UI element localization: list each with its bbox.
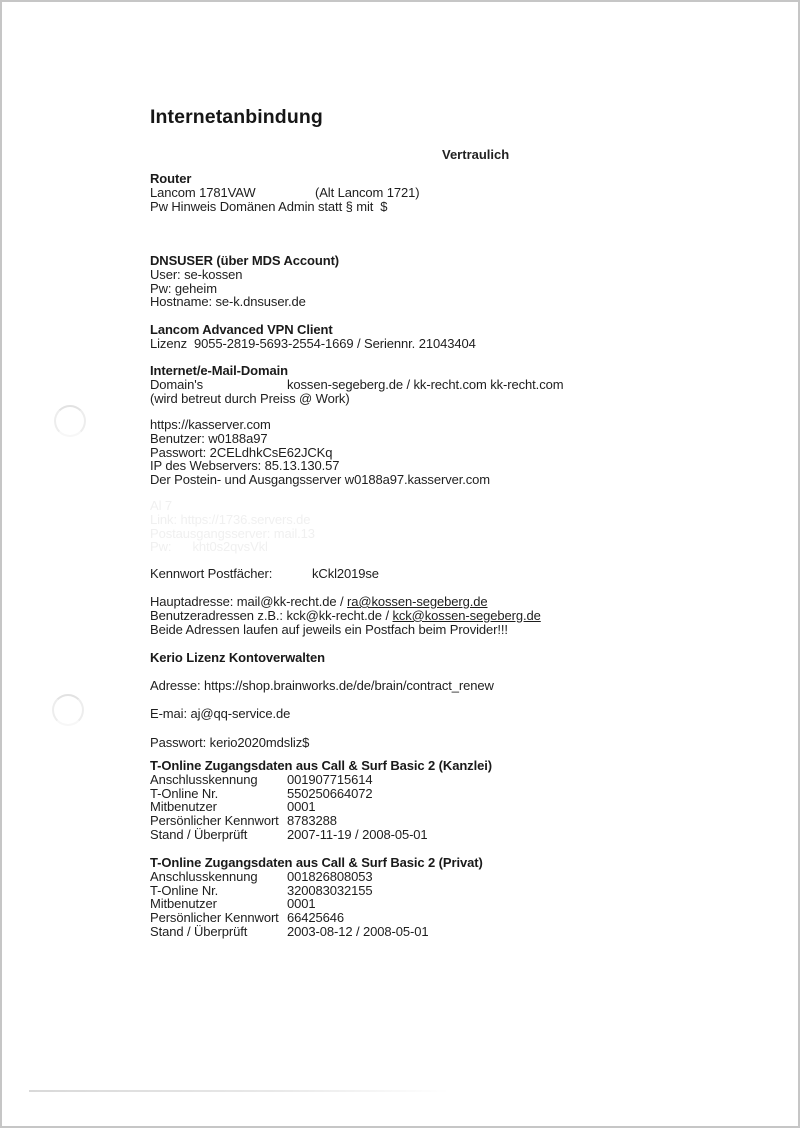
section-postfach-kennwort [150, 567, 379, 581]
section-router [150, 172, 420, 213]
postfach-label: Kennwort Postfächer: [150, 566, 273, 581]
kasserver-benutzer: Benutzer: w0188a97 [150, 430, 268, 446]
domain-label: Domain's [150, 376, 203, 392]
section-domain [150, 364, 563, 405]
faded-erased-text-block [150, 499, 315, 554]
row-label: Mitbenutzer [150, 799, 217, 815]
section-tonline-kanzlei [150, 759, 492, 842]
row-label: T-Online Nr. [150, 882, 219, 898]
table-row [150, 897, 483, 911]
domain-line [150, 378, 563, 392]
section-kasserver [150, 418, 490, 487]
postfach-value: kCkl2019se [312, 566, 379, 581]
section-vpn-client [150, 323, 476, 351]
confidential-label: Vertraulich [442, 147, 510, 162]
benutzeradressen-prefix: Benutzeradressen z.B.: kck@kk-recht.de / [150, 607, 393, 623]
postfach-line [150, 567, 379, 581]
section-heading-kerio: Kerio Lizenz Kontoverwalten [150, 650, 325, 665]
row-value: 550250664072 [287, 785, 373, 801]
table-row [150, 911, 483, 925]
row-label: Persönlicher Kennwort [150, 910, 279, 926]
section-heading-dnsuser: DNSUSER (über MDS Account) [150, 253, 340, 268]
hole-punch-bottom [52, 694, 84, 726]
domain-value: kossen-segeberg.de / kk-recht.com kk-recht.com [287, 376, 564, 392]
row-value: 0001 [287, 799, 316, 815]
faded-line: Al 7 [150, 498, 173, 513]
router-pw-note: Pw Hinweis Domänen Admin statt § mit $ [150, 198, 388, 214]
router-alt-model: (Alt Lancom 1721) [315, 184, 420, 200]
kasserver-ip: IP des Webservers: 85.13.130.57 [150, 458, 340, 474]
faded-line: Pw: kht0s2qvsVkl [150, 539, 268, 555]
row-value: 001826808053 [287, 868, 373, 884]
section-tonline-privat [150, 856, 483, 939]
hole-punch-top [54, 405, 86, 437]
kasserver-server: Der Postein- und Ausgangsserver w0188a97.kasserver.com [150, 472, 491, 488]
faded-line: Postausgangsserver: mail.13 [150, 525, 315, 541]
section-dnsuser [150, 254, 339, 309]
row-label: Anschlusskennung [150, 868, 258, 884]
table-row [150, 884, 483, 898]
benutzeradressen-link: kck@kossen-segeberg.de [392, 607, 541, 623]
dnsuser-pw: Pw: geheim [150, 280, 217, 296]
section-heading-router: Router [150, 171, 192, 186]
row-value: 001907715614 [287, 771, 373, 787]
section-heading-domain: Internet/e-Mail-Domain [150, 363, 288, 378]
kerio-adresse: Adresse: https://shop.brainworks.de/de/brain/contract_renew [150, 678, 494, 693]
section-heading-tonline-kanzlei: T-Online Zugangsdaten aus Call & Surf Basic 2 (Kanzlei) [150, 758, 492, 773]
row-value: 0001 [287, 896, 316, 912]
kasserver-url: https://kasserver.com [150, 417, 271, 432]
kerio-email: E-mai: aj@qq-service.de [150, 706, 291, 721]
row-value: 8783288 [287, 813, 337, 829]
mail-note: Beide Adressen laufen auf jeweils ein Postfach beim Provider!!! [150, 621, 508, 637]
row-label: Mitbenutzer [150, 896, 217, 912]
fold-crease-line [29, 1090, 449, 1092]
table-row [150, 925, 483, 939]
kasserver-passwort: Passwort: 2CELdhkCsE62JCKq [150, 444, 333, 460]
table-row [150, 787, 492, 801]
section-mail-addresses [150, 595, 541, 636]
table-row [150, 800, 492, 814]
table-row [150, 773, 492, 787]
row-value: 2007-11-19 / 2008-05-01 [287, 826, 428, 842]
section-heading-tonline-privat: T-Online Zugangsdaten aus Call & Surf Basic 2 (Privat) [150, 855, 483, 870]
section-heading-vpn: Lancom Advanced VPN Client [150, 322, 333, 337]
row-value: 320083032155 [287, 882, 373, 898]
row-value: 2003-08-12 / 2008-05-01 [287, 923, 429, 939]
row-label: Stand / Überprüft [150, 923, 248, 939]
hauptadresse-prefix: Hauptadresse: mail@kk-recht.de / [150, 594, 348, 609]
dnsuser-user: User: se-kossen [150, 266, 243, 282]
page-title: Internetanbindung [150, 106, 323, 128]
row-label: Stand / Überprüft [150, 826, 248, 842]
hauptadresse-link: ra@kossen-segeberg.de [347, 594, 488, 609]
row-value: 66425646 [287, 910, 345, 926]
domain-note: (wird betreut durch Preiss @ Work) [150, 390, 350, 406]
router-model-line [150, 186, 420, 200]
table-row [150, 814, 492, 828]
hauptadresse-line [150, 595, 541, 609]
table-row [150, 870, 483, 884]
row-label: Persönlicher Kennwort [150, 813, 279, 829]
table-row [150, 828, 492, 842]
row-label: T-Online Nr. [150, 785, 219, 801]
vpn-lizenz: Lizenz 9055-2819-5693-2554-1669 / Seriennr. 21043404 [150, 335, 476, 351]
row-label: Anschlusskennung [150, 771, 258, 787]
dnsuser-hostname: Hostname: se-k.dnsuser.de [150, 294, 306, 310]
benutzeradressen-line [150, 609, 541, 623]
router-model: Lancom 1781VAW [150, 184, 256, 200]
faded-line: Link: https://1736.servers.de [150, 511, 311, 527]
kerio-passwort: Passwort: kerio2020mdsliz$ [150, 735, 310, 750]
